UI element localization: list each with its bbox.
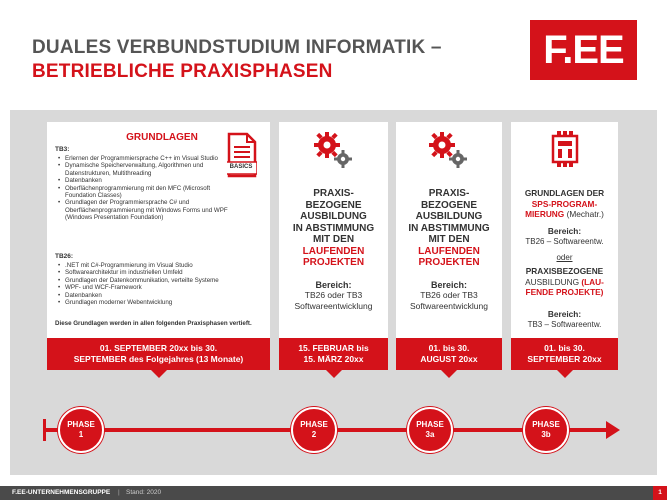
card-phase-3b (511, 122, 618, 344)
page-title (32, 36, 442, 84)
head2-pre: AUSBILDUNG (525, 276, 582, 287)
phase-marker-3a (407, 407, 453, 453)
phase-label: PHASE (416, 420, 444, 429)
tb26-list (55, 262, 270, 306)
head1-line: GRUNDLAGEN DER (524, 188, 605, 198)
bereich-line: TB3 – Softwareentw. (527, 320, 602, 329)
basics-icon-label: BASICS (229, 164, 253, 170)
bereich-line: TB26 oder TB3 (420, 290, 478, 300)
banner-line: SEPTEMBER 20xx (527, 354, 602, 364)
head-line-red: PROJEKTEN (302, 257, 365, 268)
head2-red: (LAU- (581, 276, 604, 287)
phase-number: 2 (311, 430, 317, 439)
banner-line: AUGUST 20xx (420, 354, 478, 364)
head-line: MIT DEN (312, 234, 355, 245)
fee-logo: F.EE (530, 20, 637, 80)
head2-red: FENDE PROJEKTE) (525, 287, 604, 297)
card-phase-3a (396, 122, 502, 344)
banner-line: 01. bis 30. (544, 343, 585, 353)
page-number: 1 (653, 486, 667, 500)
bereich-label: Bereich: (315, 280, 352, 290)
footer-separator: | (118, 489, 120, 496)
head-line: BEZOGENE (305, 199, 362, 211)
list-item: • .NET mit C#-Programmierung im Visual Studio (65, 262, 270, 269)
list-item: • Oberflächenprogrammierung mit den MFC (Microsoft Foundation Classes) (65, 185, 233, 200)
head-line-red: PROJEKTEN (418, 257, 480, 268)
list-item: • WPF- und WCF-Framework (65, 284, 270, 291)
card-phase-2 (279, 122, 388, 344)
bereich-line: TB26 – Softwareentw. (525, 237, 604, 246)
phase-marker-2 (291, 407, 337, 453)
head-line-red: LAUFENDEN (418, 245, 480, 257)
head-line: PRAXIS- (428, 188, 470, 199)
bereich-label: Bereich: (430, 280, 467, 290)
head1-suffix: (Mechatr.) (564, 209, 604, 219)
head-line: AUSBILDUNG (415, 211, 483, 222)
banner-text: 01. SEPTEMBER 20xx bis 30. SEPTEMBER des Folgejahres (13 Monate) (73, 343, 244, 364)
list-item: • Dynamische Speicherverwaltung, Algorithmen und Datenstrukturen, Multithreading (65, 162, 233, 177)
head1-red: MIERUNG (525, 209, 565, 219)
list-item: • Grundlagen moderner Webentwicklung (65, 299, 270, 306)
footer-brand: F.EE-UNTERNEHMENSGRUPPE (12, 489, 111, 496)
phase-label: PHASE (532, 420, 560, 429)
bereich-line: Softwareentwicklung (294, 301, 373, 311)
phase-marker-3b (523, 407, 569, 453)
plc-module-icon (551, 130, 579, 173)
phase-number: 1 (78, 430, 84, 439)
bereich-label: Bereich: (547, 226, 582, 236)
phase-marker-1 (58, 407, 104, 453)
bereich-line: Softwareentwicklung (410, 301, 488, 311)
card-grundlagen-title: GRUNDLAGEN (126, 132, 198, 143)
footer-date: Stand: 2020 (126, 489, 162, 496)
date-banner-phase-3a (396, 338, 502, 370)
card-grundlagen (47, 122, 270, 344)
phase-label: PHASE (300, 420, 328, 429)
phase-label: PHASE (67, 420, 95, 429)
head-line: IN ABSTIMMUNG (292, 222, 375, 234)
head-line-red: LAUFENDEN (302, 245, 365, 257)
gears-icon (311, 130, 355, 175)
list-item: • Softwarearchitektur im industriellen Umfeld (65, 269, 270, 276)
oder-label: oder (556, 253, 573, 262)
title-line-2: BETRIEBLICHE PRAXISPHASEN (32, 61, 333, 82)
list-item: • Erlernen der Programmiersprache C++ im Visual Studio (65, 155, 233, 162)
date-banner-phase-2 (279, 338, 388, 370)
head2-line: PRAXISBEZOGENE (525, 266, 604, 276)
phase-number: 3a (425, 430, 435, 439)
timeline-arrow-icon (606, 421, 620, 439)
head-line: IN ABSTIMMUNG (408, 222, 490, 234)
head-line: MIT DEN (428, 234, 470, 245)
tb3-list (55, 155, 233, 222)
head-line: PRAXIS- (313, 188, 354, 199)
gears-icon (426, 130, 470, 175)
head1-red: SPS-PROGRAM- (531, 198, 598, 209)
list-item: • Datenbanken (65, 292, 270, 299)
banner-line: 01. bis 30. (428, 343, 470, 353)
phase-number: 3b (541, 430, 551, 439)
banner-line: 15. MÄRZ 20xx (303, 354, 364, 364)
banner-line: 15. FEBRUAR bis (298, 343, 369, 353)
list-item: • Grundlagen der Programmiersprache C# und Oberflächenprogrammierung mit Windows Forms und WPF (Windows Presentation Foundation) (65, 199, 233, 221)
list-item: • Grundlagen der Datenkommunikation, verteilte Systeme (65, 277, 270, 284)
tb26-label: TB26: (55, 253, 74, 260)
footer-bar (0, 486, 667, 500)
head-line: AUSBILDUNG (300, 211, 367, 222)
tb3-label: TB3: (55, 146, 70, 153)
date-banner-phase-3b (511, 338, 618, 370)
bereich-label: Bereich: (547, 309, 582, 319)
head-line: BEZOGENE (420, 199, 478, 211)
title-line-1: DUALES VERBUNDSTUDIUM INFORMATIK – (32, 37, 442, 58)
grundlagen-note: Diese Grundlagen werden in allen folgenden Praxisphasen vertieft. (55, 320, 252, 327)
date-banner-phase-1 (47, 338, 270, 370)
list-item: • Datenbanken (65, 177, 233, 184)
bereich-line: TB26 oder TB3 (304, 290, 363, 300)
